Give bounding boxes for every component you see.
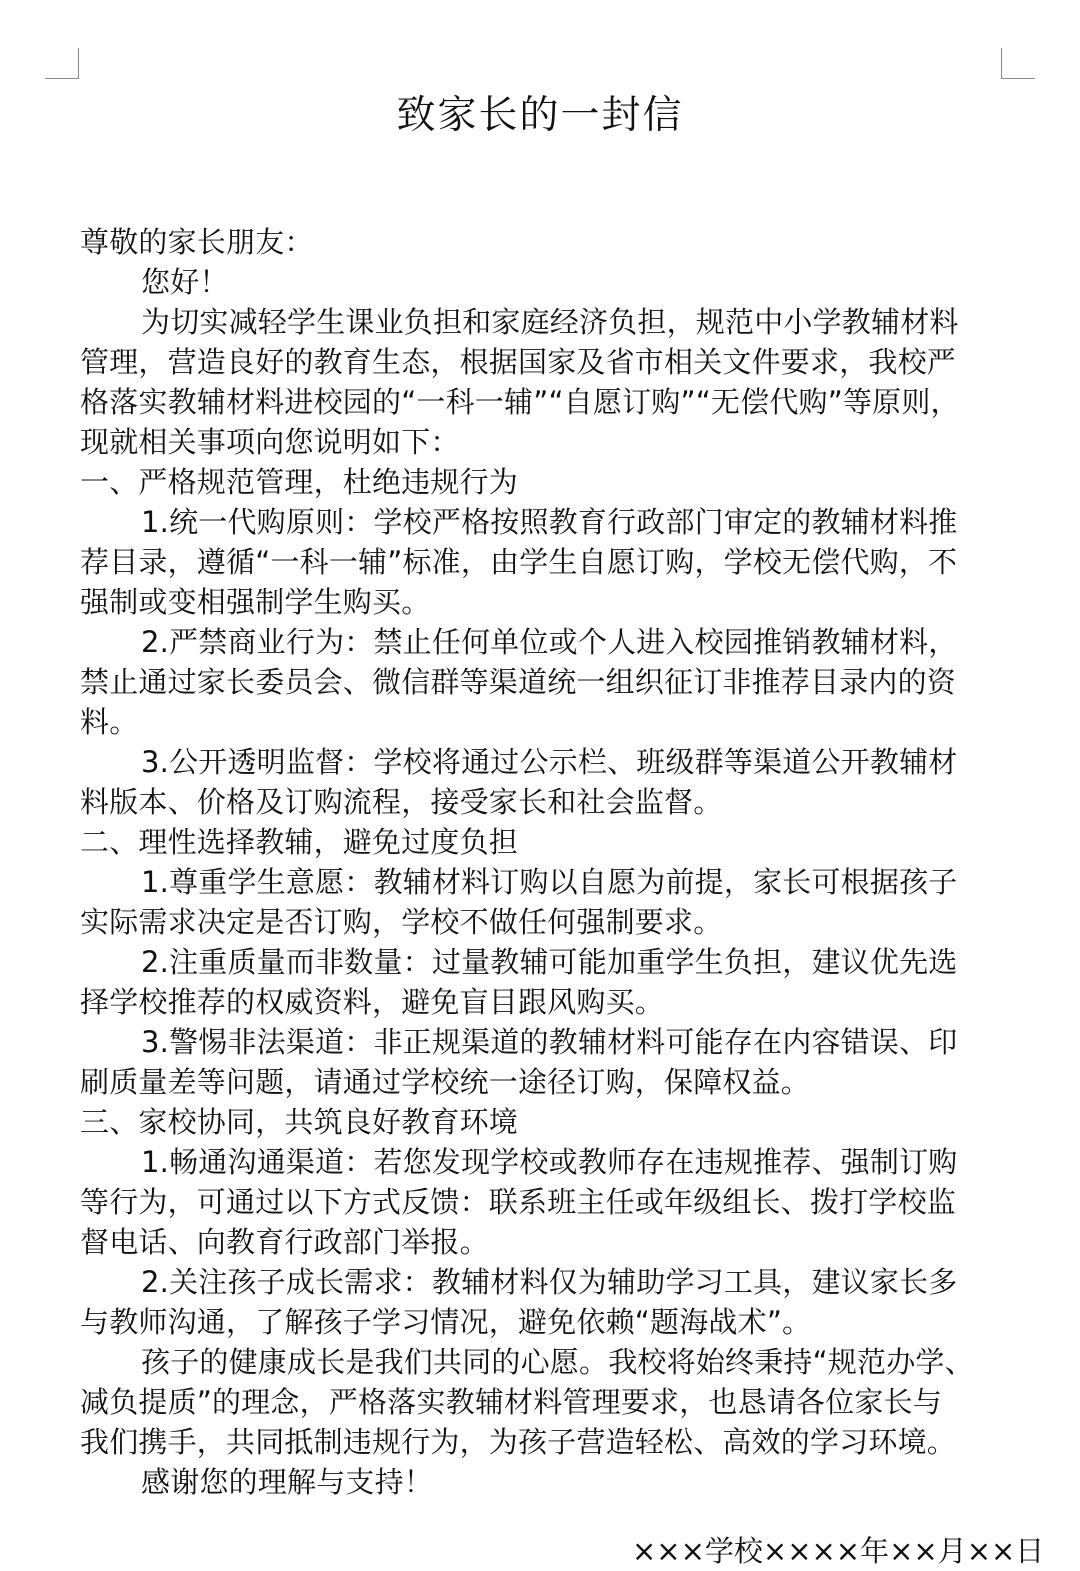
letter-line: 三、家校协同，共筑良好教育环境 (80, 1105, 519, 1139)
letter-line: 现就相关事项向您说明如下： (80, 425, 460, 459)
letter-line: 2.注重质量而非数量：过量教辅可能加重学生负担，建议优先选 (141, 945, 958, 979)
letter-line: 感谢您的理解与支持！ (141, 1465, 434, 1499)
letter-line: 实际需求决定是否订购，学校不做任何强制要求。 (80, 905, 723, 939)
letter-line: 减负提质”的理念，严格落实教辅材料管理要求，也恳请各位家长与 (80, 1385, 943, 1419)
letter-line: 我们携手，共同抵制违规行为，为孩子营造轻松、高效的学习环境。 (80, 1425, 957, 1459)
letter-line: 等行为，可通过以下方式反馈：联系班主任或年级组长、拨打学校监 (80, 1185, 957, 1219)
letter-line: 2.关注孩子成长需求：教辅材料仅为辅助学习工具，建议家长多 (141, 1265, 958, 1299)
letter-line: 一、严格规范管理，杜绝违规行为 (80, 465, 519, 499)
letter-paragraphs (80, 302, 1010, 1502)
letter-line: 料版本、价格及订购流程，接受家长和社会监督。 (80, 785, 723, 819)
salutation: 尊敬的家长朋友： (80, 225, 314, 259)
letter-line: 3.公开透明监督：学校将通过公示栏、班级群等渠道公开教辅材 (141, 745, 958, 779)
letter-line: 格落实教辅材料进校园的“一科一辅”“自愿订购”“无偿代购”等原则， (80, 385, 960, 419)
letter-line: 强制或变相强制学生购买。 (80, 585, 431, 619)
letter-line: 为切实减轻学生课业负担和家庭经济负担，规范中小学教辅材料 (141, 305, 959, 339)
letter-line: 料。 (80, 705, 139, 739)
letter-line: 荐目录，遵循“一科一辅”标准，由学生自愿订购，学校无偿代购，不 (80, 545, 958, 579)
letter-line: 二、理性选择教辅，避免过度负担 (80, 825, 519, 859)
letter-title: 致家长的一封信 (396, 93, 684, 138)
letter-line: 刷质量差等问题，请通过学校统一途径订购，保障权益。 (80, 1065, 811, 1099)
letter-body (80, 222, 1010, 1502)
letter-line: 1.畅通沟通渠道：若您发现学校或教师存在违规推荐、强制订购 (141, 1145, 958, 1179)
letter-line: 禁止通过家长委员会、微信群等渠道统一组织征订非推荐目录内的资 (80, 665, 957, 699)
letter-line: 督电话、向教育行政部门举报。 (80, 1225, 489, 1259)
letter-line: 1.尊重学生意愿：教辅材料订购以自愿为前提，家长可根据孩子 (141, 865, 958, 899)
letter-line: 与教师沟通，了解孩子学习情况，避免依赖“题海战术”。 (80, 1305, 812, 1339)
signature-partial: ×××学校××××年××月××日 (632, 1534, 1045, 1568)
letter-line: 3.警惕非法渠道：非正规渠道的教辅材料可能存在内容错误、印 (141, 1025, 958, 1059)
letter-line: 择学校推荐的权威资料，避免盲目跟风购买。 (80, 985, 665, 1019)
letter-line: 1.统一代购原则：学校严格按照教育行政部门审定的教辅材料推 (141, 505, 958, 539)
letter-line: 孩子的健康成长是我们共同的心愿。我校将始终秉持“规范办学、 (141, 1345, 974, 1379)
crop-mark-top-right (1001, 48, 1035, 79)
letter-line: 管理，营造良好的教育生态，根据国家及省市相关文件要求，我校严 (80, 345, 957, 379)
greeting: 您好！ (141, 265, 229, 299)
crop-mark-top-left (45, 48, 79, 79)
letter-line: 2.严禁商业行为：禁止任何单位或个人进入校园推销教辅材料， (141, 625, 958, 659)
